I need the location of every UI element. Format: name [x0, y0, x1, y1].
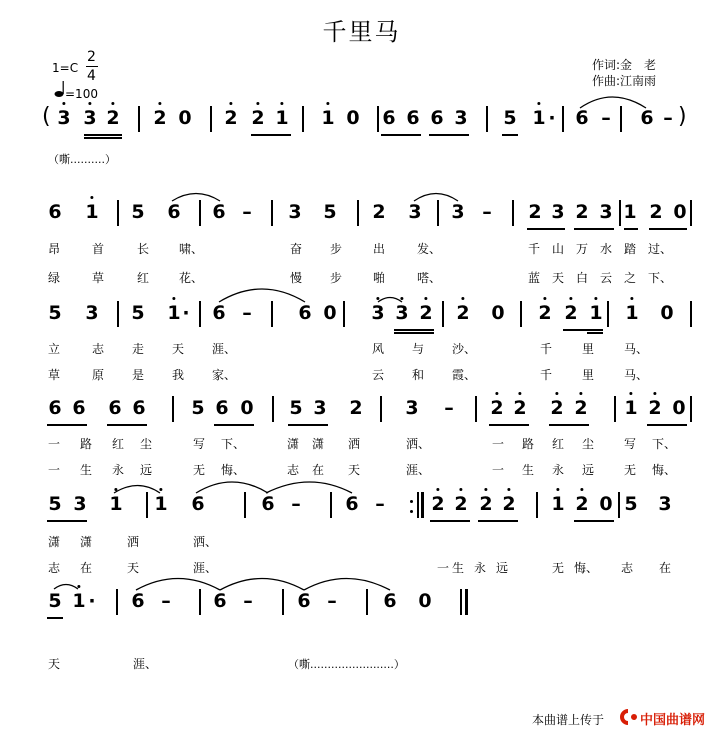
left-paren: ( — [42, 104, 51, 129]
lyricist-credit: 作词:金 老 — [592, 58, 657, 72]
note-dot: · — [548, 107, 556, 129]
note-dash: – — [601, 107, 611, 129]
note: 5 — [624, 493, 638, 515]
tempo-marking: =100 — [65, 87, 98, 101]
note: 2 — [538, 303, 551, 323]
note: 6 — [430, 107, 444, 129]
note: 6 — [261, 493, 275, 515]
note: 2 — [153, 108, 166, 128]
note: 6 — [212, 201, 226, 223]
note: 3 — [313, 397, 327, 419]
note: 2 — [528, 201, 542, 223]
note: 6 — [167, 201, 181, 223]
lyric-line-1a: 昂 首 长 啸、 奋 步 出 发、 千 山 万 水 踏 过、 — [48, 242, 673, 256]
note-dash: – — [242, 201, 252, 223]
note: 6 — [345, 493, 359, 515]
staff-row-4 — [0, 488, 723, 528]
note: 1 — [625, 303, 638, 323]
note: 1 — [532, 108, 545, 128]
note: 0 — [491, 302, 505, 324]
note: 5 — [289, 397, 303, 419]
note: 0 — [660, 302, 674, 324]
note: 0 — [673, 201, 687, 223]
time-signature-line — [86, 66, 98, 67]
note: 0 — [346, 107, 360, 129]
note: 2 — [574, 398, 587, 418]
note: 3 — [405, 397, 419, 419]
lyric-line-4b: 志 在 天 涯、 一 生 永 远 无 悔、 志 在 — [48, 561, 672, 575]
note: 3 — [395, 303, 408, 323]
note: 6 — [382, 107, 396, 129]
note: 3 — [85, 302, 99, 324]
staff-row-1 — [0, 196, 723, 236]
lyric-line-5: 天 涯、 — [48, 657, 158, 671]
note: 1 — [85, 202, 98, 222]
note: 3 — [83, 108, 96, 128]
note: 2 — [490, 398, 503, 418]
note-dash: – — [444, 397, 454, 419]
note: 3 — [57, 108, 70, 128]
note: 2 — [575, 494, 588, 514]
note: 6 — [131, 590, 145, 612]
site-logo-icon — [617, 708, 639, 726]
staff-row-2 — [0, 297, 723, 337]
note: 3 — [599, 201, 613, 223]
note-dash: – — [663, 107, 673, 129]
note: 5 — [48, 493, 62, 515]
note: 2 — [649, 201, 663, 223]
note: 3 — [454, 107, 468, 129]
note: 3 — [73, 493, 87, 515]
note: 3 — [658, 493, 672, 515]
lyric-line-4a: 潇 潇 洒 洒、 — [48, 535, 218, 549]
lyric-line-2a: 立 志 走 天 涯、 风 与 沙、 千 里 马、 — [48, 342, 649, 356]
staff-row-5 — [0, 585, 723, 625]
note: 1 — [624, 398, 637, 418]
note: 3 — [288, 201, 302, 223]
note-dash: – — [327, 590, 337, 612]
intro-hum: （嘶..........） — [48, 153, 116, 166]
note: 1 — [72, 591, 85, 611]
note: 1 — [275, 108, 288, 128]
lyric-line-2b: 草 原 是 我 家、 云 和 霞、 千 里 马、 — [48, 368, 649, 382]
note-dash: – — [375, 493, 385, 515]
note: 6 — [132, 397, 146, 419]
note: 1 — [589, 303, 602, 323]
note: 2 — [106, 108, 119, 128]
note: 2 — [224, 108, 237, 128]
note-dash: – — [243, 590, 253, 612]
note: 2 — [513, 398, 526, 418]
note-dash: – — [242, 302, 252, 324]
note: 5 — [48, 590, 62, 612]
note: 0 — [418, 590, 432, 612]
note: 0 — [599, 493, 613, 515]
note: 6 — [72, 397, 86, 419]
note: 6 — [298, 302, 312, 324]
note: 1 — [109, 494, 122, 514]
note: 6 — [406, 107, 420, 129]
note: 2 — [502, 494, 515, 514]
composer-credit: 作曲:江南雨 — [592, 74, 657, 88]
note: 1 — [321, 108, 334, 128]
footer-text: 本曲谱上传于 — [532, 713, 605, 727]
score-title: 千里马 — [322, 18, 401, 46]
note: 6 — [383, 590, 397, 612]
note: 6 — [212, 302, 226, 324]
note: 2 — [648, 398, 661, 418]
note: 2 — [419, 303, 432, 323]
time-signature-bottom: 4 — [87, 68, 96, 84]
note: 0 — [240, 397, 254, 419]
note-dot: · — [182, 302, 190, 324]
note: 1 — [167, 303, 180, 323]
note: 6 — [213, 590, 227, 612]
note: 2 — [550, 398, 563, 418]
note: 6 — [191, 493, 205, 515]
note: 5 — [503, 107, 517, 129]
note: 5 — [323, 201, 337, 223]
note: 2 — [349, 397, 363, 419]
note-dash: – — [161, 590, 171, 612]
note: 5 — [131, 302, 145, 324]
note: 2 — [251, 108, 264, 128]
note: 2 — [454, 494, 467, 514]
note: 1 — [551, 494, 564, 514]
note: 6 — [108, 397, 122, 419]
lyric-line-1b: 绿 草 红 花、 慢 步 啪 嗒、 蓝 天 白 云 之 下、 — [48, 271, 673, 285]
note: 0 — [672, 397, 686, 419]
note: 2 — [479, 494, 492, 514]
note: 0 — [178, 107, 192, 129]
note: 3 — [551, 201, 565, 223]
note-dot: · — [88, 590, 96, 612]
staff-row-3 — [0, 392, 723, 432]
note: 0 — [323, 302, 337, 324]
note: 6 — [640, 107, 654, 129]
note: 5 — [48, 302, 62, 324]
right-paren: ) — [678, 104, 687, 129]
note: 6 — [48, 397, 62, 419]
note: 1 — [623, 201, 637, 223]
note: 6 — [48, 201, 62, 223]
note: 3 — [371, 303, 384, 323]
lyric-line-3a: 一 路 红 尘 写 下、 潇 潇 洒 洒、 一 路 红 尘 写 下、 — [48, 437, 677, 451]
note: 6 — [575, 107, 589, 129]
note: 3 — [408, 201, 422, 223]
note: 2 — [456, 303, 469, 323]
outro-hum: （嘶........................） — [288, 658, 405, 671]
staff-row-intro — [0, 102, 723, 142]
note: 6 — [215, 397, 229, 419]
note: 2 — [431, 494, 444, 514]
note: 6 — [297, 590, 311, 612]
note: 2 — [575, 201, 589, 223]
note-dash: – — [482, 201, 492, 223]
note: 3 — [451, 201, 465, 223]
time-signature-top: 2 — [87, 49, 96, 65]
note: 2 — [372, 201, 386, 223]
note: 1 — [154, 494, 167, 514]
key-signature: 1=C — [52, 61, 79, 75]
note: 5 — [191, 397, 205, 419]
site-name[interactable]: 中国曲谱网 — [640, 713, 706, 728]
note: 5 — [131, 201, 145, 223]
note: 2 — [564, 303, 577, 323]
lyric-line-3b: 一 生 永 远 无 悔、 志 在 天 涯、 一 生 永 远 无 悔、 — [48, 463, 677, 477]
note-dash: – — [291, 493, 301, 515]
